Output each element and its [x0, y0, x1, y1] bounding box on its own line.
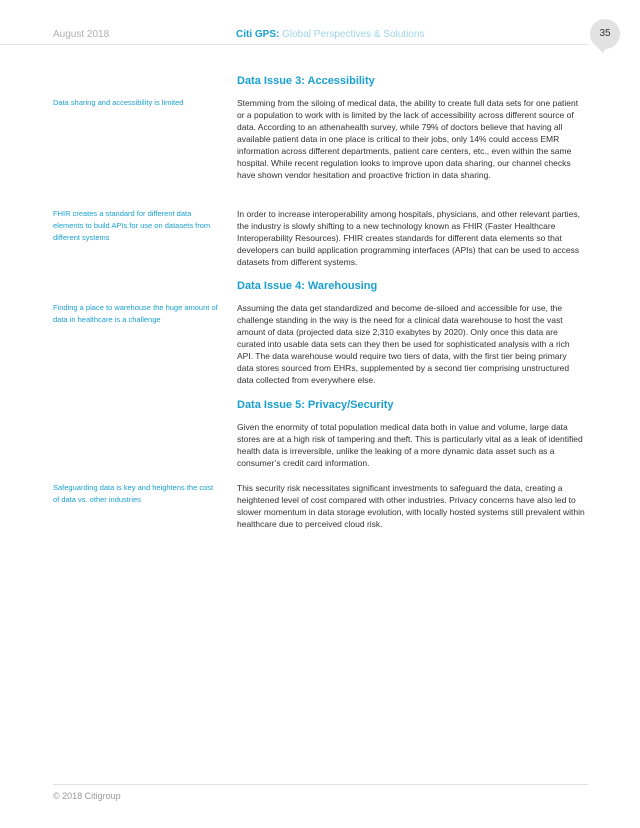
- header-brand: Citi GPS:: [236, 29, 280, 40]
- header-date: August 2018: [53, 29, 110, 40]
- section-heading-warehousing: Data Issue 4: Warehousing: [237, 280, 378, 292]
- section-heading-accessibility: Data Issue 3: Accessibility: [237, 75, 375, 87]
- side-note-security: Safeguarding data is key and heightens the cost of data vs. other industries: [53, 483, 214, 504]
- page-number-badge: 35: [590, 19, 620, 49]
- side-note-accessibility: Data sharing and accessibility is limited: [53, 98, 184, 107]
- side-note-warehousing: Finding a place to warehouse the huge amount of data in healthcare is a challenge: [53, 303, 218, 324]
- header-divider: [0, 44, 588, 45]
- header-subtitle: Global Perspectives & Solutions: [279, 29, 425, 40]
- paragraph-warehousing: Assuming the data get standardized and become de-siloed and accessible for use, the challenge standing in the way is the need for a clinical data warehouse to host the vast amount of data (projected data size 2,310 exabytes by 2020). Only once this data are curated into usable data sets can they then be used for sophisticated analysis with a rich API. The data warehouse would require two tiers of data, with the first tier being primary data stores sourced from EHRs, supplemented by a second tier comprising unstructured data collected from everywhere else.: [237, 303, 570, 385]
- paragraph-fhir: In order to increase interoperability among hospitals, physicians, and other relevant parties, the industry is slowly shifting to a new technology known as FHIR (Faster Healthcare Interoperability Resources). FHIR creates standards for different data elements so that developers can build application programming interfaces (APIs) that can be used to access datasets from different systems.: [237, 209, 581, 267]
- side-note-fhir: FHIR creates a standard for different data elements to build APIs for use on datasets from different systems: [53, 209, 211, 242]
- page-header: [0, 0, 640, 60]
- section-heading-privacy: Data Issue 5: Privacy/Security: [237, 399, 394, 411]
- footer-divider: [53, 784, 588, 785]
- footer-copyright: © 2018 Citigroup: [53, 791, 121, 801]
- paragraph-privacy: Given the enormity of total population medical data both in value and volume, large data stores are at a high risk of tampering and theft. This is particularly vital as a leak of identified health data is irreversible, unlike the leaking of a more dynamic data asset such as a consumer’s credit card information.: [237, 422, 583, 468]
- header-publication-title: [236, 29, 424, 40]
- paragraph-accessibility: Stemming from the siloing of medical data, the ability to create full data sets for one patient or a population to work with is limited by the lack of accessibility across different source of data. According to an athenahealth survey, while 79% of doctors believe that having all available patient data in one place is critical to their jobs, only 14% could access EMR information across different departments, patient care centers, etc., even within the same hospital. While recent regulation looks to improve upon data sharing, our channel checks have shown vendor hesitation and proactive friction in data sharing.: [237, 98, 579, 180]
- paragraph-security: This security risk necessitates significant investments to safeguard the data, creating a heightened level of cost compared with other industries. Privacy concerns have also led to slower momentum in data storage evolution, with locally hosted systems still prevalent within healthcare due to perceived cloud risk.: [237, 483, 585, 529]
